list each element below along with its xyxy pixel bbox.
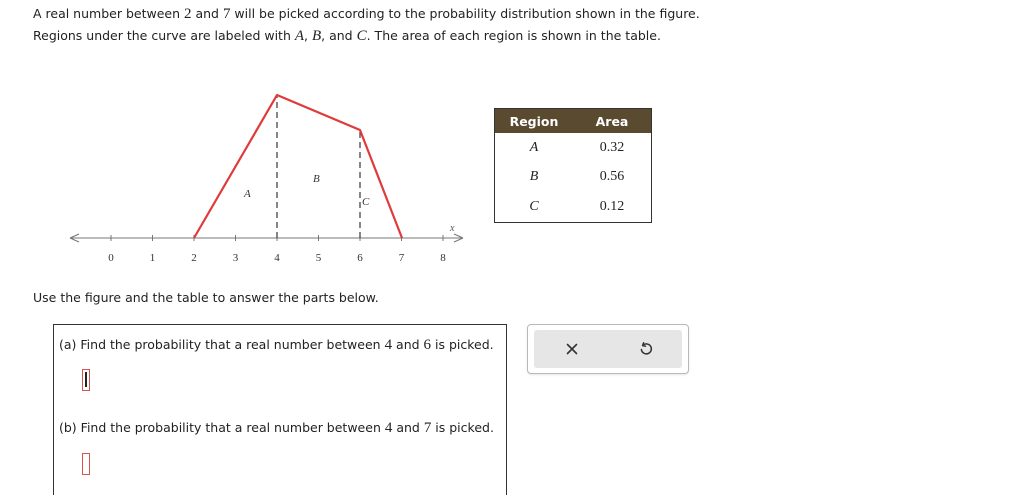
instructions: Use the figure and the table to answer the parts below.	[33, 290, 379, 305]
header-area: Area	[573, 109, 652, 134]
table-header-row	[495, 109, 652, 134]
region-cell: C	[529, 198, 539, 214]
region-label-c: C	[362, 196, 370, 208]
intro-line-1: A real number between 2 and 7 will be picked according to the probability distribution shown in the figure.	[33, 6, 700, 22]
tick-label: 1	[149, 252, 156, 264]
answer-tools-panel	[527, 324, 689, 374]
table-row	[495, 163, 652, 193]
tick-label: 3	[232, 252, 239, 264]
questions-panel	[53, 324, 507, 495]
table-row	[495, 133, 652, 163]
question-a: (a) Find the probability that a real number between 4 and 6 is picked.	[59, 337, 494, 353]
close-icon	[566, 343, 578, 355]
tools-bar	[534, 330, 682, 368]
undo-button[interactable]	[634, 338, 658, 360]
tick-label: 5	[315, 252, 322, 264]
area-cell: 0.12	[599, 198, 625, 214]
question-b: (b) Find the probability that a real number between 4 and 7 is picked.	[59, 420, 494, 436]
text-cursor	[85, 372, 87, 387]
tick-label: 4	[274, 252, 280, 264]
problem-statement	[33, 3, 700, 47]
area-cell: 0.32	[599, 139, 625, 155]
area-table	[494, 108, 652, 223]
region-label-b: B	[313, 173, 320, 185]
area-cell: 0.56	[599, 169, 625, 185]
table-row	[495, 192, 652, 222]
header-region: Region	[495, 109, 574, 134]
density-curve	[194, 95, 402, 238]
x-axis-label: x	[450, 223, 455, 234]
tick-label: 8	[440, 252, 446, 264]
region-label-a: A	[244, 188, 251, 200]
region-cell: A	[529, 139, 539, 155]
tick-label: 2	[191, 252, 197, 264]
region-cell: B	[529, 169, 539, 185]
tick-label: 6	[357, 252, 363, 264]
clear-button[interactable]	[560, 338, 584, 360]
answer-b-input[interactable]	[82, 453, 90, 475]
tick-label: 0	[108, 252, 114, 264]
intro-line-2: Regions under the curve are labeled with A, B, and C. The area of each region is shown in the table.	[33, 28, 661, 44]
tick-label: 7	[398, 252, 405, 264]
answer-a-input[interactable]	[82, 369, 90, 391]
undo-icon	[639, 342, 653, 356]
probability-distribution-figure	[60, 88, 480, 273]
